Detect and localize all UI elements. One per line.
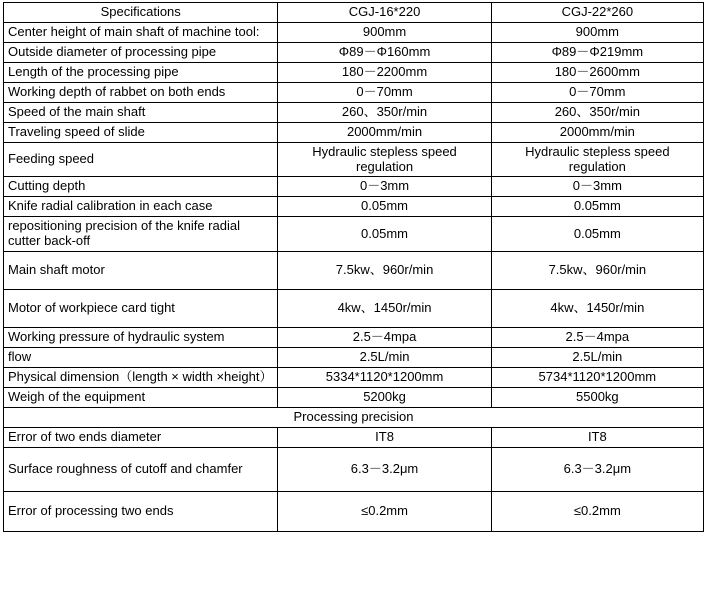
row-value-b: 4kw、1450r/min: [491, 290, 703, 328]
table-header-row: [4, 3, 704, 23]
row-label: Error of processing two ends: [4, 491, 278, 531]
row-label: Error of two ends diameter: [4, 427, 278, 447]
row-value-b: 0－3mm: [491, 177, 703, 197]
row-value-a: ≤0.2mm: [278, 491, 491, 531]
row-value-a: 180－2200mm: [278, 62, 491, 82]
row-value-a: IT8: [278, 427, 491, 447]
row-label: flow: [4, 348, 278, 368]
section-title-processing-precision: Processing precision: [4, 407, 704, 427]
row-value-b: 900mm: [491, 22, 703, 42]
table-row: [4, 197, 704, 217]
table-row: [4, 142, 704, 177]
table-row: [4, 62, 704, 82]
table-row: [4, 42, 704, 62]
row-label: Speed of the main shaft: [4, 102, 278, 122]
row-value-a: 900mm: [278, 22, 491, 42]
row-value-b: 6.3－3.2μm: [491, 447, 703, 491]
row-value-a: 5334*1120*1200mm: [278, 368, 491, 388]
row-label: Main shaft motor: [4, 252, 278, 290]
row-label: Physical dimension（length × width ×height）: [4, 368, 278, 388]
table-row: [4, 447, 704, 491]
row-value-a: 0.05mm: [278, 217, 491, 252]
row-label: Center height of main shaft of machine tool:: [4, 22, 278, 42]
table-row: [4, 217, 704, 252]
table-row: [4, 252, 704, 290]
table-row: [4, 82, 704, 102]
table-row: [4, 177, 704, 197]
row-value-b: 0.05mm: [491, 197, 703, 217]
table-row: [4, 348, 704, 368]
row-label: Working pressure of hydraulic system: [4, 328, 278, 348]
row-value-b: 7.5kw、960r/min: [491, 252, 703, 290]
row-label: Weigh of the equipment: [4, 388, 278, 408]
row-value-b: IT8: [491, 427, 703, 447]
row-value-a: 5200kg: [278, 388, 491, 408]
row-value-b: ≤0.2mm: [491, 491, 703, 531]
column-header-model-b: CGJ-22*260: [491, 3, 703, 23]
row-value-a: 2.5L/min: [278, 348, 491, 368]
column-header-specifications: Specifications: [4, 3, 278, 23]
row-value-b: 0.05mm: [491, 217, 703, 252]
row-value-b: 0－70mm: [491, 82, 703, 102]
row-value-b: 2000mm/min: [491, 122, 703, 142]
row-label: Surface roughness of cutoff and chamfer: [4, 447, 278, 491]
row-label: Motor of workpiece card tight: [4, 290, 278, 328]
row-label: repositioning precision of the knife radial cutter back-off: [4, 217, 278, 252]
spec-table-page: [0, 2, 707, 603]
row-label: Length of the processing pipe: [4, 62, 278, 82]
row-value-a: 2.5－4mpa: [278, 328, 491, 348]
row-value-b: Φ89－Φ219mm: [491, 42, 703, 62]
row-label: Working depth of rabbet on both ends: [4, 82, 278, 102]
row-value-a: 0－3mm: [278, 177, 491, 197]
row-value-b: 2.5－4mpa: [491, 328, 703, 348]
row-value-b: Hydraulic stepless speed regulation: [491, 142, 703, 177]
row-label: Cutting depth: [4, 177, 278, 197]
row-value-b: 2.5L/min: [491, 348, 703, 368]
table-row: [4, 388, 704, 408]
row-value-a: Hydraulic stepless speed regulation: [278, 142, 491, 177]
column-header-model-a: CGJ-16*220: [278, 3, 491, 23]
row-value-a: 2000mm/min: [278, 122, 491, 142]
row-value-b: 260、350r/min: [491, 102, 703, 122]
section-header-row: [4, 407, 704, 427]
row-value-a: 260、350r/min: [278, 102, 491, 122]
row-label: Outside diameter of processing pipe: [4, 42, 278, 62]
table-row: [4, 427, 704, 447]
row-value-b: 180－2600mm: [491, 62, 703, 82]
row-value-a: 6.3－3.2μm: [278, 447, 491, 491]
row-label: Traveling speed of slide: [4, 122, 278, 142]
table-row: [4, 368, 704, 388]
row-value-a: Φ89－Φ160mm: [278, 42, 491, 62]
table-row: [4, 122, 704, 142]
table-row: [4, 102, 704, 122]
row-value-b: 5734*1120*1200mm: [491, 368, 703, 388]
row-value-a: 4kw、1450r/min: [278, 290, 491, 328]
table-row: [4, 491, 704, 531]
specifications-table: [3, 2, 704, 532]
row-value-b: 5500kg: [491, 388, 703, 408]
row-label: Feeding speed: [4, 142, 278, 177]
row-value-a: 0.05mm: [278, 197, 491, 217]
row-value-a: 7.5kw、960r/min: [278, 252, 491, 290]
table-row: [4, 328, 704, 348]
row-label: Knife radial calibration in each case: [4, 197, 278, 217]
table-row: [4, 22, 704, 42]
row-value-a: 0－70mm: [278, 82, 491, 102]
table-row: [4, 290, 704, 328]
